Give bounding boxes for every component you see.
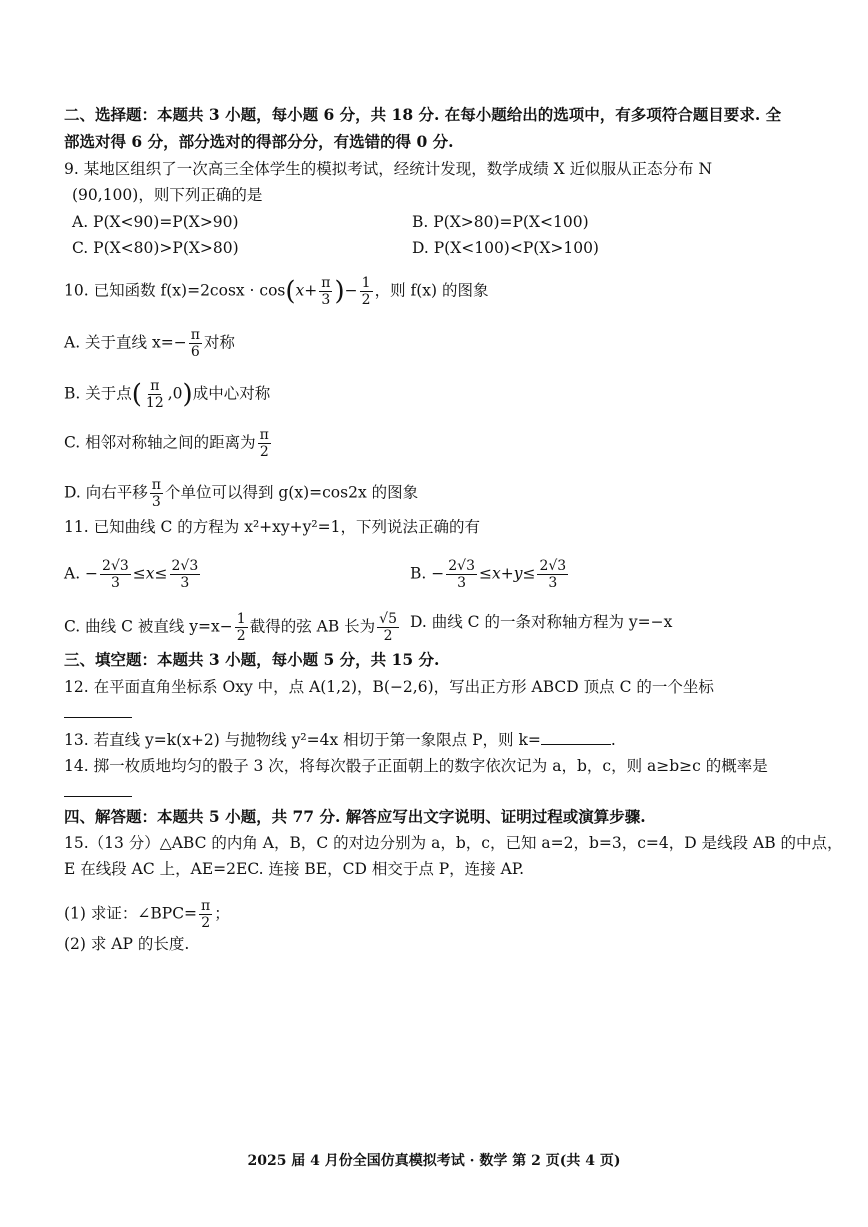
q14-stem: 14. 掷一枚质地均匀的骰子 3 次，将每次骰子正面朝上的数字依次记为 a，b，c，则 a≥b≥c 的概率是 bbox=[64, 757, 768, 775]
q10-option-a: A. 关于直线 x=− $\frac{\pi}{6}$ 对称 bbox=[64, 327, 235, 360]
q9-option-a: A. P(X<90)=P(X>90) bbox=[72, 213, 239, 231]
section2-header-line1: 二、选择题：本题共 3 小题，每小题 6 分，共 18 分. 在每小题给出的选项中，有多项符合题目要求. 全 bbox=[64, 105, 782, 124]
page-footer: 2025 届 4 月份全国仿真模拟考试 · 数学 第 2 页(共 4 页) bbox=[247, 1153, 621, 1169]
q14-answer-blank bbox=[64, 781, 132, 803]
q11-stem: 11. 已知曲线 C 的方程为 x²+xy+y²=1，下列说法正确的有 bbox=[64, 518, 480, 536]
q11-option-c: C. 曲线 C 被直线 y=x− $\frac{1}{2}$ 截得的弦 AB 长为 $\frac{√5}{2}$ bbox=[64, 611, 397, 644]
q10-stem: 10. 已知函数 f(x)=2cosx · cos(x+ $\frac{\pi}{3}$ )− $\frac{1}{2}$ ，则 f(x) 的图象 bbox=[64, 275, 489, 308]
q10-frac-1-2: $\frac{1}{2}$ bbox=[361, 275, 371, 308]
q13-stem: 13. 若直线 y=k(x+2) 与抛物线 y²=4x 相切于第一象限点 P，则 k= . bbox=[64, 731, 616, 749]
q10-option-c: C. 相邻对称轴之间的距离为 $\frac{\pi}{2}$ bbox=[64, 427, 269, 460]
q15-part2: (2) 求 AP 的长度. bbox=[64, 935, 190, 953]
q11-option-a: A. − $\frac{2√3}{3}$ ≤x≤ $\frac{2√3}{3}$ bbox=[64, 558, 199, 591]
q11-option-b: B. − $\frac{2√3}{3}$ ≤x+y≤ $\frac{2√3}{3}$ bbox=[410, 558, 567, 591]
section4-header: 四、解答题：本题共 5 小题，共 77 分. 解答应写出文字说明、证明过程或演算步骤. bbox=[64, 807, 646, 826]
q11-option-d: D. 曲线 C 的一条对称轴方程为 y=−x bbox=[410, 613, 673, 631]
q9-stem-line2: (90,100)，则下列正确的是 bbox=[72, 186, 263, 204]
q12-answer-blank bbox=[64, 702, 132, 724]
section3-header: 三、填空题：本题共 3 小题，每小题 5 分，共 15 分. bbox=[64, 650, 440, 669]
q9-option-c: C. P(X<80)>P(X>80) bbox=[72, 239, 239, 257]
q10-stem-inner: x+ bbox=[295, 281, 318, 300]
q10-option-b: B. 关于点( $\frac{\pi}{12}$ ,0)成中心对称 bbox=[64, 378, 271, 411]
section2-header-line2: 部选对得 6 分，部分选对的得部分分，有选错的得 0 分. bbox=[64, 132, 454, 151]
q9-option-b: B. P(X>80)=P(X<100) bbox=[412, 213, 589, 231]
q12-stem: 12. 在平面直角坐标系 Oxy 中，点 A(1,2)，B(−2,6)，写出正方形 ABCD 顶点 C 的一个坐标 bbox=[64, 678, 714, 696]
q15-stem-line1: 15.（13 分）△ABC 的内角 A，B，C 的对边分别为 a，b，c，已知 a=2，b=3，c=4，D 是线段 AB 的中点， bbox=[64, 834, 843, 852]
q9-stem-line1: 9. 某地区组织了一次高三全体学生的模拟考试，经统计发现，数学成绩 X 近似服从正态分布 N bbox=[64, 160, 713, 178]
q10-frac-pi-3: $\frac{\pi}{3}$ bbox=[321, 275, 331, 308]
q10-stem-pre: 10. 已知函数 f(x)=2cosx · cos bbox=[64, 281, 286, 300]
q15-stem-line2: E 在线段 AC 上，AE=2EC. 连接 BE，CD 相交于点 P，连接 AP. bbox=[64, 860, 525, 878]
q10-stem-post: ，则 f(x) 的图象 bbox=[374, 281, 489, 300]
q15-part1: (1) 求证：∠BPC= $\frac{\pi}{2}$ ； bbox=[64, 898, 230, 931]
q13-answer-blank bbox=[541, 730, 611, 745]
q9-option-d: D. P(X<100)<P(X>100) bbox=[412, 239, 599, 257]
q10-option-d: D. 向右平移 $\frac{\pi}{3}$ 个单位可以得到 g(x)=cos2x 的图象 bbox=[64, 477, 419, 510]
